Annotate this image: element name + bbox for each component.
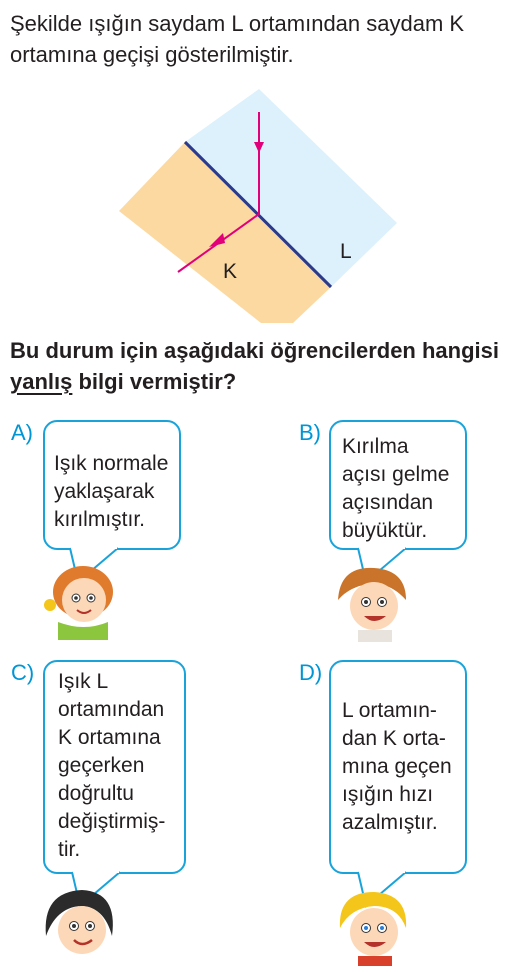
option-b-letter: B) (299, 420, 321, 445)
label-k: K (223, 260, 238, 283)
question-text: Bu durum için aşağıdaki öğrencilerden hangisi yanlış bilgi vermiştir? (10, 338, 499, 394)
option-b-text: Kırılma açısı gelme açısından büyüktür. (342, 435, 450, 542)
option-d-letter: D) (299, 660, 323, 685)
refraction-diagram (0, 85, 530, 325)
option-a-letter: A) (11, 420, 33, 445)
dark-haired-girl-avatar-icon (38, 886, 118, 962)
option-d-text: L ortamın- dan K orta- mına geçen ışığın hızı azalmıştır. (342, 699, 452, 834)
option-c-letter: C) (11, 660, 35, 685)
label-l: L (340, 240, 352, 263)
option-c-text: Işık L ortamından K ortamına geçerken doğrultu değiştirmiş- tir. (58, 670, 166, 861)
blond-boy-avatar-icon (330, 888, 410, 966)
underlined-word: yanlış (10, 369, 73, 394)
option-a-text: Işık normale yaklaşarak kırılmıştır. (54, 452, 169, 531)
intro-text: Şekilde ışığın saydam L ortamından saydam K ortamına geçişi gösterilmiştir. (10, 11, 465, 67)
boy-avatar-icon (330, 562, 410, 642)
girl-avatar-icon (38, 560, 118, 640)
